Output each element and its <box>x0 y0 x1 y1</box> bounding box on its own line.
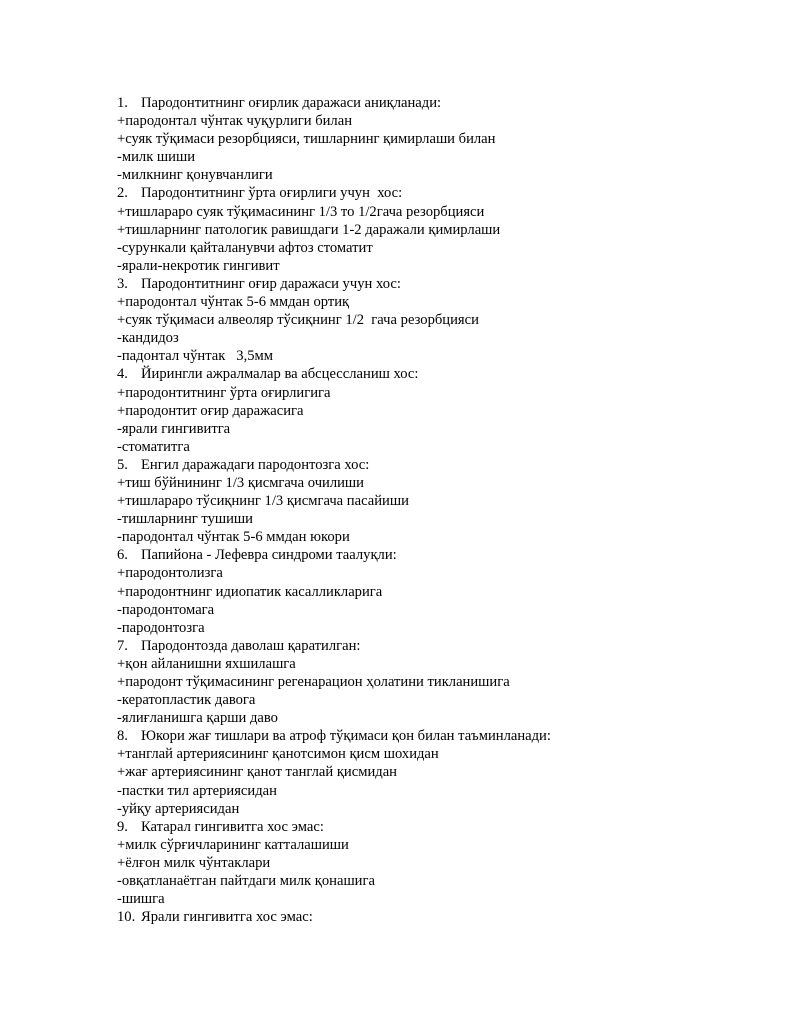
question-number: 3. <box>117 275 128 292</box>
question-text: Пародонтитнинг оғир даражаси учун хос: <box>141 275 401 292</box>
answer-9-1: +милк сўрғичларининг катталашиши <box>117 836 349 853</box>
question-text: Папийона - Лефевра синдроми таалуқли: <box>141 547 397 564</box>
question-text: Ярали гингивитга хос эмас: <box>141 909 313 926</box>
answer-6-1: +пародонтолизга <box>117 565 223 582</box>
answer-5-3: -тишларнинг тушиши <box>117 511 253 528</box>
question-7 <box>117 637 717 655</box>
quiz-content <box>117 94 717 926</box>
question-text: Енгил даражадаги пародонтозга хос: <box>141 456 370 473</box>
answer-8-1: +танглай артериясининг қанотсимон қисм шохидан <box>117 746 439 763</box>
answer-8-4: -уйқу артериясидан <box>117 800 240 817</box>
answer-4-3: -ярали гингивитга <box>117 420 231 437</box>
answer-1-4: -милкнинг қонувчанлиги <box>117 167 273 184</box>
answer-8-2: +жағ артериясининг қанот танглай қисмидан <box>117 764 397 781</box>
question-text: Пародонтитнинг ўрта оғирлиги учун хос: <box>141 185 403 202</box>
answer-2-3: -сурункали қайталанувчи афтоз стоматит <box>117 239 373 256</box>
question-number: 4. <box>117 366 128 383</box>
answer-5-4: -пародонтал чўнтак 5-6 ммдан юкори <box>117 529 350 546</box>
question-10 <box>117 908 717 926</box>
answer-7-1: +қон айланишни яхшилашга <box>117 655 296 672</box>
question-number: 7. <box>117 637 128 654</box>
question-number: 5. <box>117 456 128 473</box>
question-6 <box>117 546 717 564</box>
question-4 <box>117 365 717 383</box>
question-2 <box>117 184 717 202</box>
question-1 <box>117 94 717 112</box>
answer-7-4: -ялиғланишга қарши даво <box>117 710 278 727</box>
answer-2-4: -ярали-некротик гингивит <box>117 257 280 274</box>
answer-3-1: +пародонтал чўнтак 5-6 ммдан ортиқ <box>117 294 350 311</box>
question-8 <box>117 727 717 745</box>
question-3 <box>117 275 717 293</box>
question-number: 6. <box>117 547 128 564</box>
question-number: 9. <box>117 818 128 835</box>
question-text: Пародонтозда даволаш қаратилган: <box>141 637 361 654</box>
answer-7-3: -кератопластик давога <box>117 692 256 709</box>
answer-1-2: +суяк тўқимаси резорбцияси, тишларнинг қимирлаши билан <box>117 131 496 148</box>
question-text: Пародонтитнинг оғирлик даражаси аниқланади: <box>141 95 442 111</box>
answer-2-1: +тишлараро суяк тўқимасининг 1/3 то 1/2гача резорбцияси <box>117 203 485 220</box>
answer-3-2: +суяк тўқимаси алвеоляр тўсиқнинг 1/2 гача резорбцияси <box>117 312 479 329</box>
answer-2-2: +тишларнинг патологик равишдаги 1-2 даражали қимирлаши <box>117 221 501 238</box>
question-text: Юкори жағ тишлари ва атроф тўқимаси қон билан таъминланади: <box>141 728 551 745</box>
answer-9-3: -овқатланаётган пайтдаги милк қонашига <box>117 873 375 890</box>
question-number: 8. <box>117 728 128 745</box>
question-text: Катарал гингивитга хос эмас: <box>141 818 324 835</box>
question-number: 1. <box>117 95 128 111</box>
question-5 <box>117 456 717 474</box>
answer-5-1: +тиш бўйнининг 1/3 қисмгача очилиши <box>117 474 364 491</box>
answer-9-4: -шишга <box>117 891 165 908</box>
answer-3-3: -кандидоз <box>117 330 179 347</box>
answer-9-2: +ёлғон милк чўнтаклари <box>117 854 271 871</box>
answer-4-2: +пародонтит оғир даражасига <box>117 402 304 419</box>
answer-5-2: +тишлараро тўсиқнинг 1/3 қисмгача пасайиши <box>117 493 409 510</box>
answer-3-4: -падонтал чўнтак 3,5мм <box>117 348 273 365</box>
answer-1-3: -милк шиши <box>117 149 196 166</box>
answer-6-4: -пародонтозга <box>117 619 205 636</box>
question-9 <box>117 818 717 836</box>
answer-4-1: +пародонтитнинг ўрта оғирлигига <box>117 384 331 401</box>
question-number: 2. <box>117 185 128 202</box>
answer-6-3: -пародонтомага <box>117 601 215 618</box>
answer-8-3: -пастки тил артериясидан <box>117 782 277 799</box>
question-text: Йирингли ажралмалар ва абсцессланиш хос: <box>141 366 419 383</box>
question-number: 10. <box>117 909 136 926</box>
answer-4-4: -стоматитга <box>117 438 190 455</box>
answer-6-2: +пародонтнинг идиопатик касалликларига <box>117 583 383 600</box>
answer-7-2: +пародонт тўқимасининг регенарацион ҳолатини тикланишига <box>117 674 510 690</box>
answer-1-1: +пародонтал чўнтак чуқурлиги билан <box>117 113 353 130</box>
